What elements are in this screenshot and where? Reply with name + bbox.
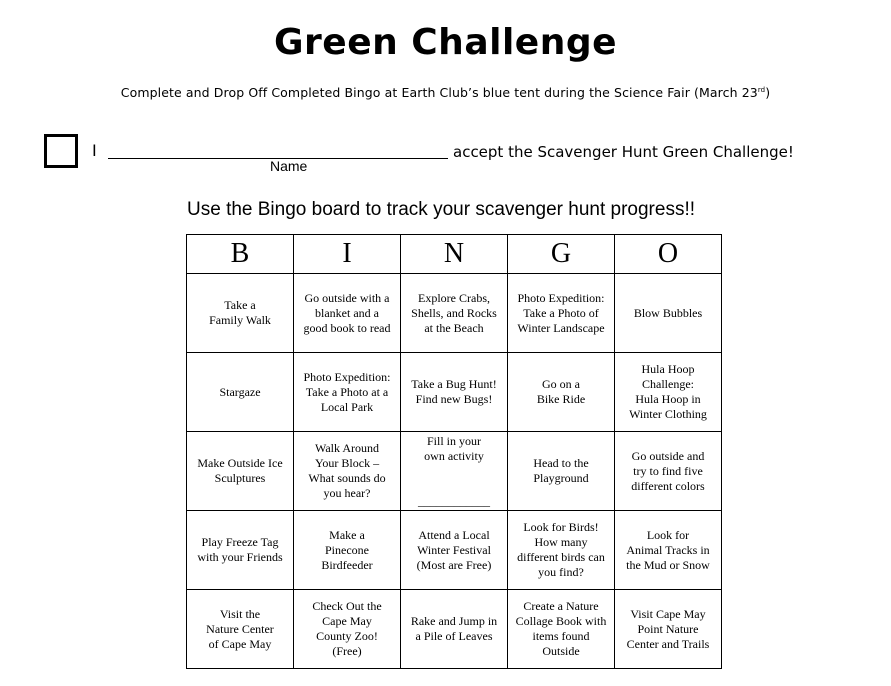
bingo-cell[interactable]: Go on a Bike Ride bbox=[508, 353, 615, 432]
bingo-header-n: N bbox=[401, 235, 508, 274]
bingo-cell[interactable]: Go outside and try to find five different colors bbox=[615, 432, 722, 511]
bingo-row bbox=[187, 274, 722, 353]
bingo-row bbox=[187, 353, 722, 432]
bingo-header-row bbox=[187, 235, 722, 274]
bingo-cell[interactable]: Create a Nature Collage Book with items found Outside bbox=[508, 590, 615, 669]
bingo-header-g: G bbox=[508, 235, 615, 274]
bingo-cell[interactable]: Take a Family Walk bbox=[187, 274, 294, 353]
bingo-cell[interactable]: Explore Crabs, Shells, and Rocks at the Beach bbox=[401, 274, 508, 353]
subtitle-ordinal: rd bbox=[757, 85, 766, 94]
bingo-cell[interactable]: Look for Animal Tracks in the Mud or Snow bbox=[615, 511, 722, 590]
bingo-cell[interactable]: Make Outside Ice Sculptures bbox=[187, 432, 294, 511]
bingo-cell[interactable]: Make a Pinecone Birdfeeder bbox=[294, 511, 401, 590]
name-label: Name bbox=[270, 158, 308, 174]
bingo-cell[interactable]: Attend a Local Winter Festival (Most are Free) bbox=[401, 511, 508, 590]
pledge-text: accept the Scavenger Hunt Green Challenge! bbox=[453, 143, 794, 161]
bingo-row bbox=[187, 432, 722, 511]
bingo-cell[interactable]: Hula Hoop Challenge: Hula Hoop in Winter Clothing bbox=[615, 353, 722, 432]
bingo-cell[interactable]: Photo Expedition: Take a Photo at a Local Park bbox=[294, 353, 401, 432]
bingo-cell[interactable]: Check Out the Cape May County Zoo! (Free) bbox=[294, 590, 401, 669]
bingo-cell[interactable]: Head to the Playground bbox=[508, 432, 615, 511]
bingo-header-i: I bbox=[294, 235, 401, 274]
bingo-board bbox=[186, 234, 722, 669]
accept-checkbox[interactable] bbox=[44, 134, 78, 168]
bingo-cell[interactable]: Visit the Nature Center of Cape May bbox=[187, 590, 294, 669]
bingo-cell[interactable]: Go outside with a blanket and a good book to read bbox=[294, 274, 401, 353]
bingo-cell[interactable]: Rake and Jump in a Pile of Leaves bbox=[401, 590, 508, 669]
subtitle-close: ) bbox=[765, 85, 771, 100]
bingo-cell[interactable]: Walk Around Your Block – What sounds do you hear? bbox=[294, 432, 401, 511]
bingo-cell[interactable]: Photo Expedition: Take a Photo of Winter Landscape bbox=[508, 274, 615, 353]
bingo-header-o: O bbox=[615, 235, 722, 274]
subtitle-text: Complete and Drop Off Completed Bingo at Earth Club’s blue tent during the Science Fair (March 23 bbox=[120, 85, 758, 100]
bingo-row bbox=[187, 590, 722, 669]
bingo-cell[interactable]: Fill in your own activity ____________ bbox=[401, 432, 508, 511]
pledge-prefix: I bbox=[92, 141, 97, 160]
instruction-text: Use the Bingo board to track your scavenger hunt progress!! bbox=[187, 199, 695, 220]
bingo-cell[interactable]: Take a Bug Hunt! Find new Bugs! bbox=[401, 353, 508, 432]
bingo-header-b: B bbox=[187, 235, 294, 274]
bingo-cell[interactable]: Visit Cape May Point Nature Center and Trails bbox=[615, 590, 722, 669]
subtitle bbox=[0, 85, 891, 100]
bingo-cell[interactable]: Blow Bubbles bbox=[615, 274, 722, 353]
bingo-cell[interactable]: Play Freeze Tag with your Friends bbox=[187, 511, 294, 590]
bingo-row bbox=[187, 511, 722, 590]
page-title: Green Challenge bbox=[273, 22, 618, 63]
bingo-cell[interactable]: Look for Birds! How many different birds can you find? bbox=[508, 511, 615, 590]
bingo-cell[interactable]: Stargaze bbox=[187, 353, 294, 432]
